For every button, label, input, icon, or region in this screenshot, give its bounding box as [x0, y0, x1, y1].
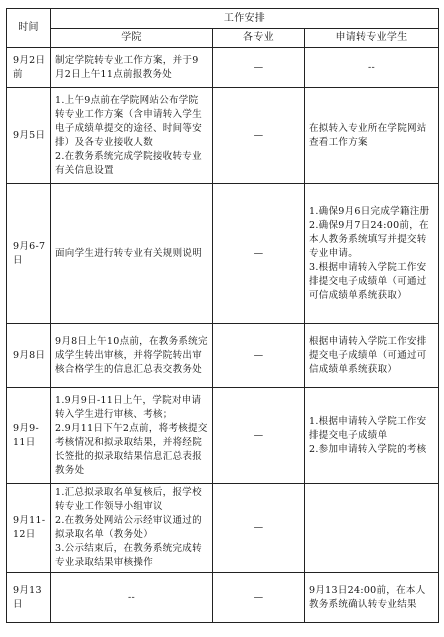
header-student: 申请转专业学生 [305, 29, 439, 48]
cell-time: 9月13日 [7, 573, 51, 623]
cell-major: — [213, 48, 305, 88]
cell-college: 面向学生进行转专业有关规则说明 [51, 184, 213, 324]
cell-major: — [213, 324, 305, 388]
table-row [7, 388, 439, 484]
cell-major: — [213, 184, 305, 324]
cell-major: — [213, 388, 305, 484]
table-row [7, 88, 439, 184]
cell-line: 2.确保9月7日24:00前，在本人教务系统填写并提交转专业申请。 [309, 219, 429, 259]
cell-major: — [213, 484, 305, 573]
cell-student: 9月13日24:00前，在本人教务系统确认转专业结果 [305, 573, 439, 623]
cell-time: 9月2日前 [7, 48, 51, 88]
cell-time: 9月8日 [7, 324, 51, 388]
cell-line: 2.在教务系统完成学院接收转专业有关信息设置 [55, 150, 202, 176]
cell-time: 9月5日 [7, 88, 51, 184]
cell-student [305, 184, 439, 324]
cell-college: -- [51, 573, 213, 623]
cell-line: 1.汇总拟录取名单复核后，报学校转专业工作领导小组审议 [55, 487, 202, 512]
header-arrangement: 工作安排 [51, 9, 439, 29]
cell-time: 9月6-7日 [7, 184, 51, 324]
cell-line: 1.9月9日-11日上午，学院对申请转入学生进行审核、考核； [55, 394, 202, 420]
cell-line: 1.根据申请转入学院工作安排提交电子成绩单 [309, 415, 427, 441]
cell-college: 制定学院转专业工作方案，并于9月2日上午11点前报教务处 [51, 48, 213, 88]
cell-college [51, 388, 213, 484]
cell-line: 2.在教务处网站公示经审议通过的拟录取名单（教务处） [55, 515, 202, 540]
cell-major: — [213, 88, 305, 184]
cell-college [51, 88, 213, 184]
schedule-table [6, 8, 439, 623]
cell-line: 1.上午9点前在学院网站公布学院转专业工作方案（含申请转入学生电子成绩单提交的途径、时间等安排）及各专业接收人数 [55, 94, 203, 148]
cell-line: 3.根据申请转入学院工作安排提交电子成绩单（可通过可信成绩单系统获取） [309, 261, 427, 301]
table-row [7, 573, 439, 623]
cell-college: 9月8日上午10点前，在教务系统完成学生转出审核，并将学院转出审核合格学生的信息汇总表交教务处 [51, 324, 213, 388]
table-row [7, 484, 439, 573]
cell-student: -- [305, 48, 439, 88]
schedule-table-wrapper [6, 8, 439, 623]
cell-time: 9月11-12日 [7, 484, 51, 573]
cell-major: — [213, 573, 305, 623]
table-row [7, 184, 439, 324]
table-row [7, 48, 439, 88]
header-time: 时间 [7, 9, 51, 48]
cell-line: 2.参加申请转入学院的考核 [309, 443, 427, 455]
cell-student: 在拟转入专业所在学院网站查看工作方案 [305, 88, 439, 184]
cell-line: 2.9月11日下午2点前，将考核提交考核情况和拟录取结果，并将经院长签批的拟录取结果信息汇总表报教务处 [55, 422, 208, 476]
table-row [7, 324, 439, 388]
cell-line: 1.确保9月6日完成学籍注册 [309, 205, 430, 217]
header-college: 学院 [51, 29, 213, 48]
header-major: 各专业 [213, 29, 305, 48]
cell-line: 3.公示结束后，在教务系统完成转专业录取结果审核操作 [55, 543, 202, 568]
cell-student: 根据申请转入学院工作安排提交电子成绩单（可通过可信成绩单系统获取） [305, 324, 439, 388]
cell-student [305, 484, 439, 573]
cell-time: 9月9-11日 [7, 388, 51, 484]
cell-college [51, 484, 213, 573]
cell-student [305, 388, 439, 484]
